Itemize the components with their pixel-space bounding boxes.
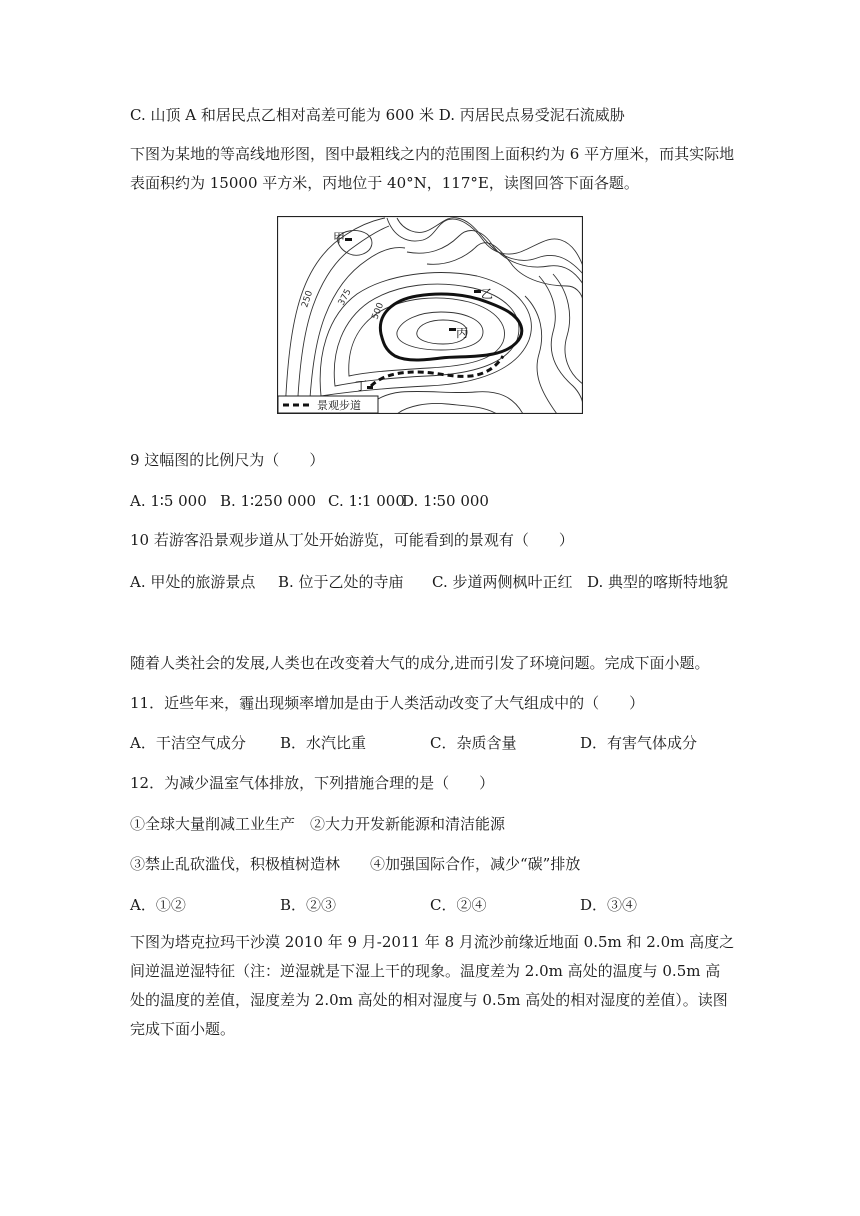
contour-label-375: 375 [336, 287, 354, 308]
q12-option-c[interactable]: C．②④ [430, 896, 487, 914]
q9-option-a[interactable]: A. 1∶5 000 [130, 492, 207, 510]
place-label-jia: 甲 [333, 231, 346, 245]
q12-items-3-4: ③禁止乱砍滥伐，积极植树造林 ④加强国际合作，减少“碳”排放 [130, 855, 581, 873]
q12-items-1-2: ①全球大量削减工业生产 ②大力开发新能源和清洁能源 [130, 815, 506, 833]
q9-option-c[interactable]: C. 1∶1 000 [328, 492, 405, 510]
q11-option-a[interactable]: A．干洁空气成分 [130, 734, 246, 752]
atmosphere-intro: 随着人类社会的发展,人类也在改变着大气的成分,进而引发了环境问题。完成下面小题。 [130, 654, 710, 672]
contour-map [277, 216, 583, 414]
place-label-ding: 丁 [355, 379, 368, 393]
q8-options-cd: C. 山顶 A 和居民点乙相对高差可能为 600 米 D. 丙居民点易受泥石流威胁 [130, 106, 625, 124]
q11-option-d[interactable]: D．有害气体成分 [580, 734, 698, 752]
q11-options [130, 732, 750, 754]
q9-option-d[interactable]: D. 1∶50 000 [402, 492, 489, 510]
q12-option-d[interactable]: D．③④ [580, 896, 638, 914]
q10-option-a[interactable]: A. 甲处的旅游景点 [130, 573, 256, 591]
q11-option-c[interactable]: C．杂质含量 [430, 734, 517, 752]
legend-trail-label: 景观步道 [317, 399, 361, 412]
q12-option-a[interactable]: A．①② [130, 896, 186, 914]
q11-option-b[interactable]: B．水汽比重 [280, 734, 367, 752]
q12-stem: 12．为减少温室气体排放，下列措施合理的是（ ） [130, 774, 495, 792]
q10-option-d[interactable]: D. 典型的喀斯特地貌 [587, 573, 729, 591]
q10-options [130, 571, 750, 593]
q12-option-b[interactable]: B．②③ [280, 896, 337, 914]
q9-options [130, 490, 750, 512]
q9-stem: 9 这幅图的比例尺为（ ） [130, 451, 325, 469]
contour-label-250: 250 [300, 289, 316, 309]
q12-options [130, 894, 750, 916]
q9-option-b[interactable]: B. 1∶250 000 [220, 492, 317, 510]
place-label-bing: 丙 [456, 326, 469, 340]
q11-stem: 11．近些年来，霾出现频率增加是由于人类活动改变了大气组成中的（ ） [130, 694, 645, 712]
map-question-intro: 下图为某地的等高线地形图，图中最粗线之内的范围图上面积约为 6 平方厘米，而其实际地表面积约为 15000 平方米，丙地位于 40°N，117°E，读图回答下面各题。 [130, 145, 735, 192]
q10-option-c[interactable]: C. 步道两侧枫叶正红 [432, 573, 573, 591]
q10-stem: 10 若游客沿景观步道从丁处开始游览，可能看到的景观有（ ） [130, 531, 574, 549]
desert-question-intro: 下图为塔克拉玛干沙漠 2010 年 9 月-2011 年 8 月流沙前缘近地面 0.5m 和 2.0m 高度之间逆温逆湿特征（注：逆湿就是下湿上干的现象。温度差为 2.0m 高处的温度与 0.5m 高处的温度的差值，湿度差为 2.0m 高处的相对湿度与 0.5m 高处的相对湿度的差值）。读图完成下面小题。 [130, 933, 735, 1038]
place-label-yi: 乙 [481, 287, 494, 301]
q10-option-b[interactable]: B. 位于乙处的寺庙 [278, 573, 404, 591]
contour-label-500: 500 [370, 301, 387, 322]
